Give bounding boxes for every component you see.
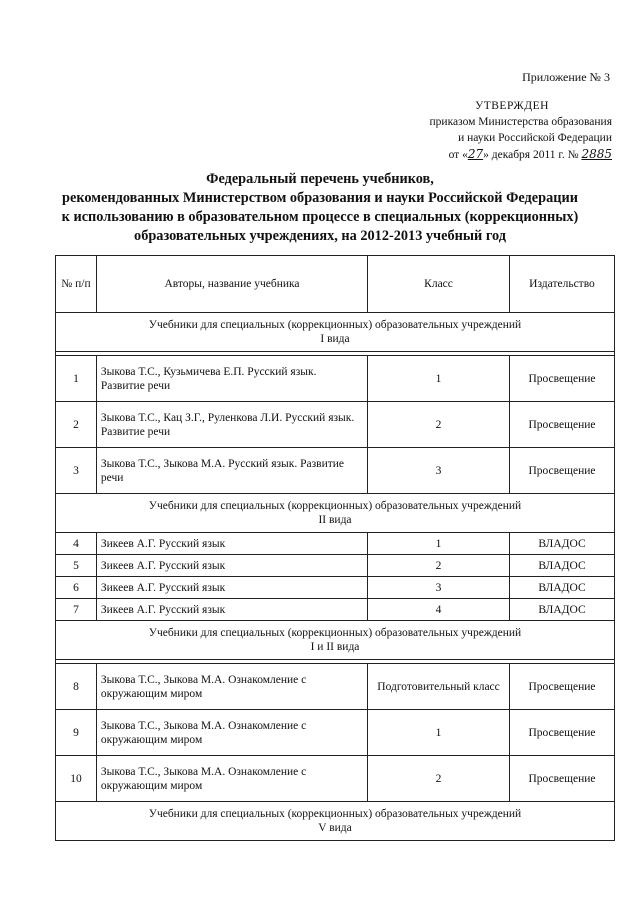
document-title xyxy=(40,170,600,246)
approval-block xyxy=(372,98,612,163)
table-header-row xyxy=(56,256,615,313)
row-publisher: ВЛАДОС xyxy=(509,555,614,577)
header-title: Авторы, название учебника xyxy=(96,256,367,313)
approved-line-2: и науки Российской Федерации xyxy=(458,132,612,144)
row-num: 1 xyxy=(56,356,97,402)
table-row xyxy=(56,599,615,621)
order-prefix: от « xyxy=(448,149,468,161)
section-row xyxy=(56,621,615,660)
section-row xyxy=(56,802,615,841)
table-row xyxy=(56,402,615,448)
row-publisher: ВЛАДОС xyxy=(509,599,614,621)
row-num: 6 xyxy=(56,577,97,599)
table-row xyxy=(56,664,615,710)
order-number: 2885 xyxy=(581,147,612,161)
order-line xyxy=(372,146,612,163)
row-title: Зикеев А.Г. Русский язык xyxy=(96,599,367,621)
textbook-table xyxy=(55,255,615,841)
table-row xyxy=(56,356,615,402)
row-num: 9 xyxy=(56,710,97,756)
row-publisher: Просвещение xyxy=(509,710,614,756)
row-grade: 4 xyxy=(368,599,510,621)
title-line: образовательных учреждениях, на 2012-2013 учебный год xyxy=(134,228,506,244)
row-title: Зыкова Т.С., Зыкова М.А. Русский язык. Развитие речи xyxy=(96,448,367,494)
appendix-label: Приложение № 3 xyxy=(522,70,610,84)
section-title: Учебники для специальных (коррекционных) образовательных учреждений I вида xyxy=(56,313,615,352)
row-grade: 2 xyxy=(368,756,510,802)
approved-title: УТВЕРЖДЕН xyxy=(475,100,549,112)
table-row xyxy=(56,448,615,494)
title-line: к использованию в образовательном процессе в специальных (коррекционных) xyxy=(61,209,579,225)
row-publisher: ВЛАДОС xyxy=(509,577,614,599)
row-num: 4 xyxy=(56,533,97,555)
row-title: Зикеев А.Г. Русский язык xyxy=(96,577,367,599)
row-publisher: Просвещение xyxy=(509,756,614,802)
table-row xyxy=(56,533,615,555)
section-title: Учебники для специальных (коррекционных) образовательных учреждений I и II вида xyxy=(56,621,615,660)
row-publisher: Просвещение xyxy=(509,356,614,402)
section-row xyxy=(56,494,615,533)
row-publisher: Просвещение xyxy=(509,402,614,448)
row-grade: Подготовительный класс xyxy=(368,664,510,710)
table-row xyxy=(56,710,615,756)
section-title: Учебники для специальных (коррекционных) образовательных учреждений V вида xyxy=(56,802,615,841)
row-num: 3 xyxy=(56,448,97,494)
section-row xyxy=(56,313,615,352)
approved-line-1: приказом Министерства образования xyxy=(429,116,612,128)
row-title: Зыкова Т.С., Кузьмичева Е.П. Русский язык. Развитие речи xyxy=(96,356,367,402)
row-grade: 3 xyxy=(368,448,510,494)
table-row xyxy=(56,577,615,599)
row-grade: 2 xyxy=(368,555,510,577)
row-title: Зыкова Т.С., Зыкова М.А. Ознакомление с окружающим миром xyxy=(96,664,367,710)
section-title: Учебники для специальных (коррекционных) образовательных учреждений II вида xyxy=(56,494,615,533)
order-mid: » декабря 2011 г. № xyxy=(483,149,579,161)
row-grade: 1 xyxy=(368,533,510,555)
row-num: 7 xyxy=(56,599,97,621)
title-line: рекомендованных Министерством образования и науки Российской Федерации xyxy=(62,190,578,206)
table-row xyxy=(56,756,615,802)
title-line: Федеральный перечень учебников, xyxy=(206,171,434,187)
row-title: Зыкова Т.С., Кац З.Г., Руленкова Л.И. Русский язык. Развитие речи xyxy=(96,402,367,448)
table-row xyxy=(56,555,615,577)
row-title: Зикеев А.Г. Русский язык xyxy=(96,555,367,577)
header-num: № п/п xyxy=(56,256,97,313)
row-grade: 3 xyxy=(368,577,510,599)
row-num: 5 xyxy=(56,555,97,577)
row-num: 8 xyxy=(56,664,97,710)
row-title: Зыкова Т.С., Зыкова М.А. Ознакомление с окружающим миром xyxy=(96,756,367,802)
row-grade: 1 xyxy=(368,710,510,756)
row-grade: 2 xyxy=(368,402,510,448)
row-title: Зыкова Т.С., Зыкова М.А. Ознакомление с окружающим миром xyxy=(96,710,367,756)
row-num: 2 xyxy=(56,402,97,448)
row-publisher: ВЛАДОС xyxy=(509,533,614,555)
order-day: 27 xyxy=(467,147,484,161)
row-grade: 1 xyxy=(368,356,510,402)
row-publisher: Просвещение xyxy=(509,664,614,710)
row-num: 10 xyxy=(56,756,97,802)
row-title: Зикеев А.Г. Русский язык xyxy=(96,533,367,555)
row-publisher: Просвещение xyxy=(509,448,614,494)
header-grade: Класс xyxy=(368,256,510,313)
header-publisher: Издательство xyxy=(509,256,614,313)
